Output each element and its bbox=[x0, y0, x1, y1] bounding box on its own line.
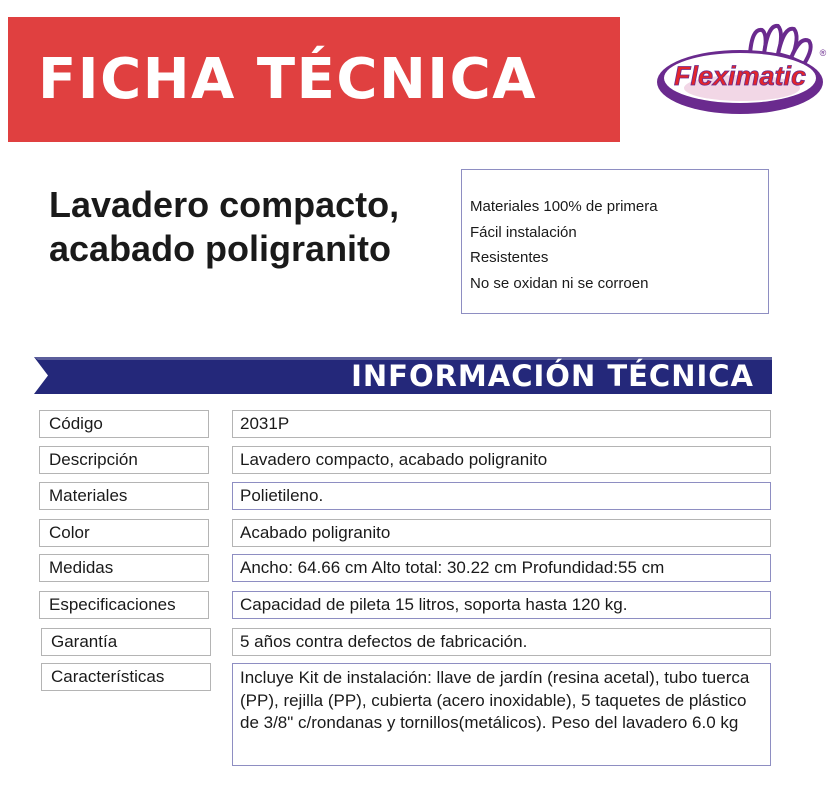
row-value-caracteristicas: Incluye Kit de instalación: llave de jardín (resina acetal), tubo tuerca (PP), rejilla (PP), cubierta (acero inoxidable), 5 taquetes de plástico de 3/8" c/rondanas y tornillos(metálicos). Peso del lavadero 6.0 kg bbox=[232, 663, 771, 766]
registered-mark: ® bbox=[819, 48, 827, 58]
row-label-caracteristicas: Características bbox=[41, 663, 211, 691]
row-value-codigo: 2031P bbox=[232, 410, 771, 438]
header-banner bbox=[8, 17, 620, 142]
product-title bbox=[49, 183, 399, 271]
feature-item: Materiales 100% de primera bbox=[470, 198, 658, 215]
row-value-materiales: Polietileno. bbox=[232, 482, 771, 510]
page-title: FICHA TÉCNICA bbox=[38, 47, 538, 112]
row-label-especificaciones: Especificaciones bbox=[39, 591, 209, 619]
product-title-line2: acabado poligranito bbox=[49, 228, 392, 269]
feature-item: Resistentes bbox=[470, 249, 549, 266]
feature-item: No se oxidan ni se corroen bbox=[470, 274, 649, 292]
row-value-especificaciones: Capacidad de pileta 15 litros, soporta hasta 120 kg. bbox=[232, 591, 771, 619]
row-label-garantia: Garantía bbox=[41, 628, 211, 656]
row-value-medidas: Ancho: 64.66 cm Alto total: 30.22 cm Profundidad:55 cm bbox=[232, 554, 771, 582]
feature-item: Fácil instalación bbox=[470, 223, 577, 241]
row-value-garantia: 5 años contra defectos de fabricación. bbox=[232, 628, 771, 656]
features-box bbox=[461, 169, 769, 314]
brand-logo bbox=[650, 14, 830, 119]
row-label-descripcion: Descripción bbox=[39, 446, 209, 474]
row-label-materiales: Materiales bbox=[39, 482, 209, 510]
product-title-line1: Lavadero compacto, bbox=[49, 184, 400, 225]
row-label-medidas: Medidas bbox=[39, 554, 209, 582]
row-label-color: Color bbox=[39, 519, 209, 547]
row-label-codigo: Código bbox=[39, 410, 209, 438]
info-section-title: INFORMACIÓN TÉCNICA bbox=[351, 359, 754, 393]
info-header-band bbox=[34, 357, 772, 394]
row-value-color: Acabado poligranito bbox=[232, 519, 771, 547]
row-value-descripcion: Lavadero compacto, acabado poligranito bbox=[232, 446, 771, 474]
brand-wordmark: Fleximatic bbox=[673, 61, 807, 91]
